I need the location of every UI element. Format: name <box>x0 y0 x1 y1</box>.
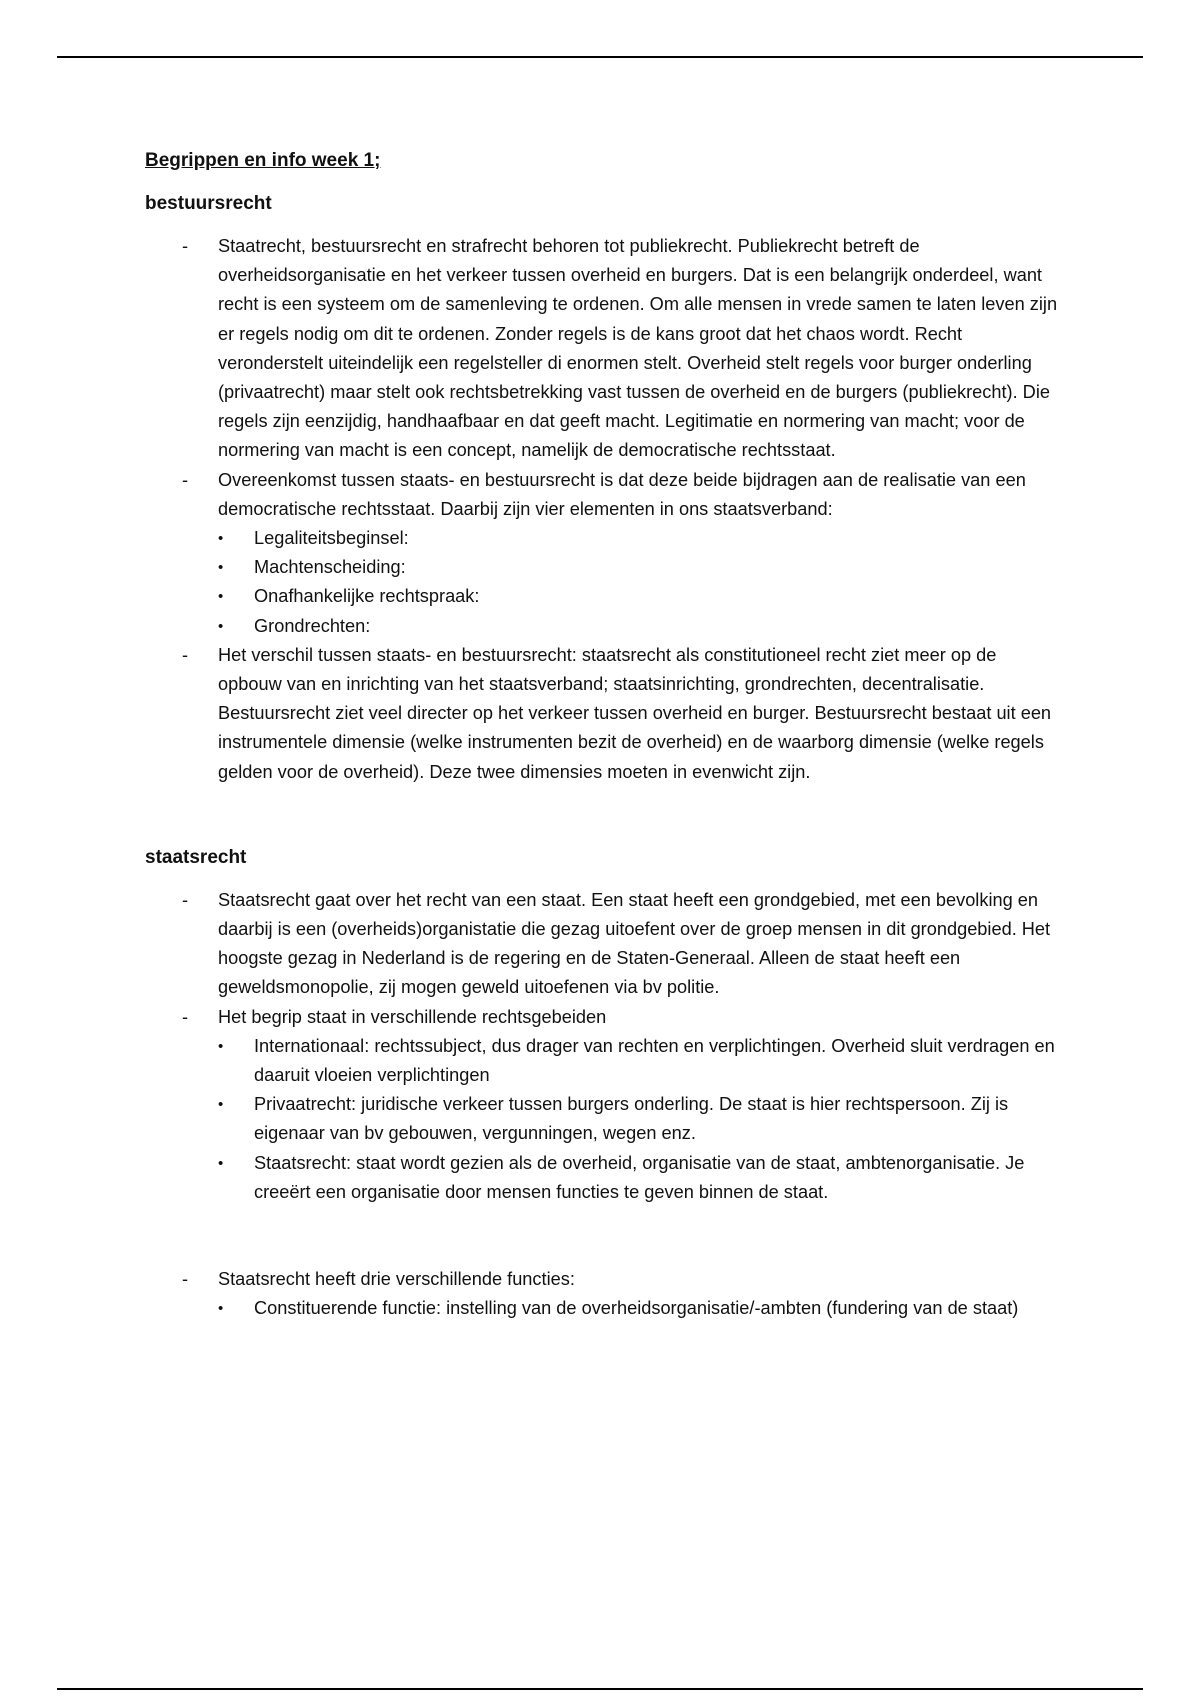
spacer <box>145 787 1065 843</box>
list-item <box>145 1003 1065 1207</box>
bullet-item <box>218 553 1065 582</box>
dash-marker: - <box>182 644 189 665</box>
list-item <box>145 232 1065 466</box>
footer-rule <box>57 1688 1143 1690</box>
list-item-text: Het begrip staat in verschillende rechtsgebeiden <box>218 1006 607 1027</box>
bullet-item <box>218 612 1065 641</box>
bullet-item <box>218 1090 1065 1148</box>
bullet-icon: • <box>218 1037 224 1055</box>
dash-marker: - <box>182 469 189 490</box>
dash-marker: - <box>182 889 189 910</box>
bullet-text: Internationaal: rechtssubject, dus drager van rechten en verplichtingen. Overheid sluit verdragen en daaruit vloeien verplichtingen <box>254 1035 1055 1086</box>
bullet-text: Onafhankelijke rechtspraak: <box>254 586 480 607</box>
bullet-item <box>218 1294 1065 1323</box>
list-item <box>145 1265 1065 1323</box>
bullet-text: Privaatrecht: juridische verkeer tussen burgers onderling. De staat is hier rechtspersoon. Zij is eigenaar van bv gebouwen, vergunningen, wegen enz. <box>254 1094 1009 1144</box>
bullet-icon: • <box>218 617 224 635</box>
list-item-text: Staatsrecht heeft drie verschillende functies: <box>218 1269 575 1290</box>
list-item-text: Staatsrecht gaat over het recht van een staat. Een staat heeft een grondgebied, met een bevolking en daarbij is een (overheids)organistatie die gezag uitoefent over de groep mensen in dit grondgebied. Het hoogste gezag in Nederland is de regering en de Staten-Generaal. Alleen de staat heeft een geweldsmonopolie, zij mogen geweld uitoefenen via bv politie. <box>218 889 1051 998</box>
bullet-icon: • <box>218 1154 224 1172</box>
bullet-icon: • <box>218 588 224 606</box>
list-item <box>145 886 1065 1003</box>
list-item-text: Overeenkomst tussen staats- en bestuursrecht is dat deze beide bijdragen aan de realisatie van een democratische rechtsstaat. Daarbij zijn vier elementen in ons staatsverband: <box>218 469 1026 519</box>
bestuursrecht-list <box>145 232 1065 787</box>
bullet-text: Grondrechten: <box>254 615 371 636</box>
bullet-icon: • <box>218 559 224 577</box>
rechtsgebieden-bullet-list <box>218 1032 1065 1207</box>
section-heading-staatsrecht: staatsrecht <box>145 846 247 868</box>
bullet-text: Constituerende functie: instelling van de overheidsorganisatie/-ambten (fundering van de staat) <box>254 1298 1019 1319</box>
list-item <box>145 466 1065 641</box>
bullet-item <box>218 582 1065 611</box>
dash-marker: - <box>182 1006 189 1027</box>
list-item <box>145 641 1065 787</box>
bullet-icon: • <box>218 1300 224 1318</box>
bullet-text: Machtenscheiding: <box>254 557 406 578</box>
functies-bullet-list <box>218 1294 1065 1323</box>
document-title: Begrippen en info week 1; <box>145 150 381 171</box>
dash-marker: - <box>182 1269 189 1290</box>
bullet-item <box>218 1149 1065 1207</box>
header-rule <box>57 56 1143 58</box>
dash-marker: - <box>182 236 189 256</box>
list-item-text: Staatrecht, bestuursrecht en strafrecht behoren tot publiekrecht. Publiekrecht betreft de overheidsorganisatie en het verkeer tussen overheid en burgers. Dat is een belangrijk onderdeel, want recht is een systeem om de samenleving te ordenen. Om alle mensen in vrede samen te laten leven zijn er regels nodig om dit te ordenen. Zonder regels is de kans groot dat het chaos wordt. Recht veronderstelt uiteindelijk een regelsteller di enormen stelt. Overheid stelt regels voor burger onderling (privaatrecht) maar stelt ook rechtsbetrekking vast tussen de overheid en de burgers (publiekrecht). Die regels zijn eenzijdig, handhaafbaar en dat geeft macht. Legitimatie en normering van macht; voor de normering van macht is een concept, namelijk de democratische rechtsstaat. <box>218 236 1058 461</box>
bullet-icon: • <box>218 1096 224 1114</box>
spacer <box>145 1207 1065 1265</box>
bullet-text: Staatsrecht: staat wordt gezien als de overheid, organisatie van de staat, ambtenorganisatie. Je creeërt een organisatie door mensen functies te geven binnen de staat. <box>254 1152 1025 1202</box>
staatsrecht-list <box>145 886 1065 1207</box>
bullet-icon: • <box>218 530 224 548</box>
staatsrecht-functies-list <box>145 1265 1065 1323</box>
bullet-item <box>218 1032 1065 1090</box>
elements-bullet-list <box>218 524 1065 641</box>
bullet-item <box>218 524 1065 553</box>
document-body <box>145 146 1065 1324</box>
bullet-text: Legaliteitsbeginsel: <box>254 528 409 549</box>
section-heading-bestuursrecht: bestuursrecht <box>145 193 272 214</box>
list-item-text: Het verschil tussen staats- en bestuursrecht: staatsrecht als constitutioneel recht ziet meer op de opbouw van en inrichting van het staatsverband; staatsinrichting, grondrechten, decentralisatie. Bestuursrecht ziet veel directer op het verkeer tussen overheid en burger. Bestuursrecht bestaat uit een instrumentele dimensie (welke instrumenten bezit de overheid) en de waarborg dimensie (welke regels gelden voor de overheid). Deze twee dimensies moeten in evenwicht zijn. <box>218 644 1052 782</box>
